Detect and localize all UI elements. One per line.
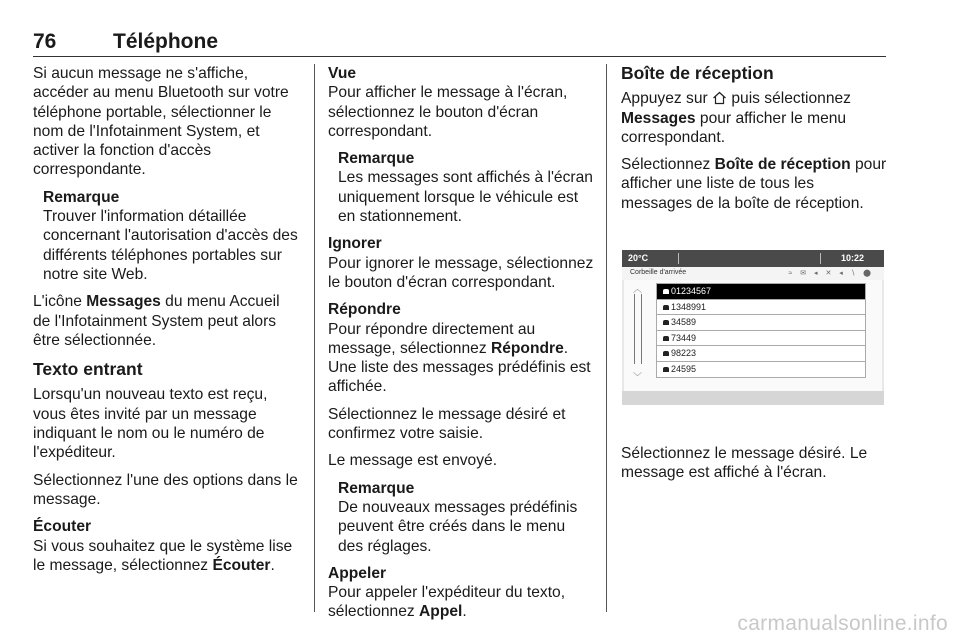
text: . [270, 556, 275, 574]
paragraph [621, 89, 889, 147]
paragraph [33, 537, 301, 576]
infotainment-screenshot [622, 250, 884, 405]
paragraph: Si aucun message ne s'affiche, accéder au menu Bluetooth sur votre téléphone portable, sélectionner le nom de l'Infotainment System, et activer la fonction d'accès correspondante. [33, 65, 289, 179]
column-2 [328, 64, 594, 630]
column-1 [33, 64, 301, 583]
subheading-listen: Écouter [33, 518, 92, 536]
watermark: carmanualsonline.info [737, 612, 948, 635]
paragraph [621, 155, 889, 213]
text: pour afficher le menu correspondant. [621, 109, 847, 146]
note-text: Trouver l'information détaillée concernant l'autorisation d'accès des différents téléphones portables sur notre site Web. [43, 208, 298, 283]
message-list [656, 283, 866, 378]
text: Appuyez sur [621, 90, 713, 108]
bold-term: Appel [419, 603, 463, 621]
paragraph: Lorsqu'un nouveau texto est reçu, vous êtes invité par un message indiquant le nom ou le numéro de l'expéditeur. [33, 386, 268, 462]
subheading-ignore: Ignorer [328, 235, 382, 253]
message-item[interactable] [656, 300, 866, 316]
message-item[interactable] [656, 283, 866, 300]
note-title: Remarque [338, 150, 415, 168]
temperature-readout: 20°C [628, 253, 649, 263]
status-separator [678, 253, 679, 264]
section-heading-incoming: Texto entrant [33, 359, 143, 380]
header-divider [33, 56, 886, 57]
paragraph: Sélectionnez l'une des options dans le message. [33, 471, 298, 508]
bold-term: Messages [621, 109, 696, 127]
note-box [338, 479, 594, 556]
subheading-call: Appeler [328, 564, 387, 582]
note-box [43, 188, 301, 284]
paragraph: Sélectionnez le message désiré et confirmez votre saisie. [328, 405, 566, 443]
text: puis sélectionnez [727, 90, 851, 108]
home-icon [712, 91, 727, 105]
text: Sélectionnez [621, 156, 715, 174]
screen-body [624, 280, 882, 391]
paragraph [33, 292, 301, 350]
message-sender: 01234567 [671, 286, 712, 296]
text: Pour appeler l'expéditeur du texto, sélectionnez [328, 584, 566, 621]
envelope-icon [663, 320, 669, 325]
subheading-view: Vue [328, 65, 357, 82]
envelope-icon [663, 289, 669, 294]
phone-status-icons: ≈ ✉ ◂ ✕ ◂ ∖ ⬤ [788, 270, 874, 277]
envelope-icon [663, 367, 669, 372]
inbox-label: Corbeille d'arrivée [630, 269, 687, 276]
note-title: Remarque [338, 479, 415, 497]
page-number: 76 [33, 30, 57, 53]
text: . [462, 603, 467, 621]
note-text: De nouveaux messages prédéfinis peuvent être créés dans le menu des réglages. [338, 498, 578, 555]
paragraph: Pour ignorer le message, sélectionnez le bouton d'écran correspondant. [328, 254, 594, 291]
envelope-icon [663, 336, 669, 341]
scrollbar[interactable] [634, 294, 642, 364]
text: du menu Accueil de l'Infotainment System peut alors être sélectionnée. [33, 293, 280, 349]
screen-status-bar [622, 250, 884, 267]
message-sender: 73449 [671, 332, 697, 343]
scroll-up-icon[interactable]: ︿ [633, 284, 643, 294]
paragraph [328, 583, 594, 622]
message-item[interactable] [656, 331, 866, 347]
note-box [338, 149, 594, 226]
bold-term: Boîte de réception [714, 156, 851, 174]
message-sender: 34589 [671, 317, 697, 328]
clock-readout: 10:22 [840, 253, 864, 263]
note-text: Les messages sont affichés à l'écran uniquement lorsque le véhicule est en stationnement. [338, 169, 593, 226]
bold-term: Répondre [490, 339, 564, 357]
status-separator [820, 253, 821, 264]
bold-term: Messages [86, 293, 161, 311]
envelope-icon [663, 351, 669, 356]
message-item[interactable] [656, 315, 866, 331]
text: Si vous souhaitez que le système lise le message, sélectionnez [33, 537, 293, 574]
text: . Une liste des messages prédéfinis est affichée. [328, 339, 591, 396]
message-sender: 98223 [671, 348, 697, 359]
message-sender: 24595 [671, 363, 697, 374]
text: pour afficher une liste de tous les messages de la boîte de réception. [621, 156, 887, 212]
note-title: Remarque [43, 188, 120, 206]
bold-term: Écouter [212, 556, 271, 574]
message-item[interactable] [656, 362, 866, 378]
page-title: Téléphone [113, 30, 219, 53]
paragraph: Pour afficher le message à l'écran, sélectionnez le bouton d'écran correspondant. [328, 84, 568, 140]
envelope-icon [663, 305, 669, 310]
subheading-reply: Répondre [328, 301, 401, 319]
column-divider-2 [606, 64, 607, 612]
message-sender: 1348991 [671, 301, 707, 312]
message-item[interactable] [656, 346, 866, 362]
section-heading-inbox: Boîte de réception [621, 63, 774, 83]
column-divider-1 [314, 64, 315, 612]
text: L'icône [33, 293, 87, 311]
page-header [33, 30, 886, 52]
text: Pour répondre directement au message, sélectionnez [328, 320, 536, 357]
paragraph: Sélectionnez le message désiré. Le message est affiché à l'écran. [621, 445, 868, 482]
screen-footer [622, 391, 884, 405]
paragraph [328, 320, 594, 397]
paragraph: Le message est envoyé. [328, 452, 498, 470]
screen-title-bar [622, 267, 884, 280]
scroll-down-icon[interactable]: ﹀ [633, 372, 643, 382]
